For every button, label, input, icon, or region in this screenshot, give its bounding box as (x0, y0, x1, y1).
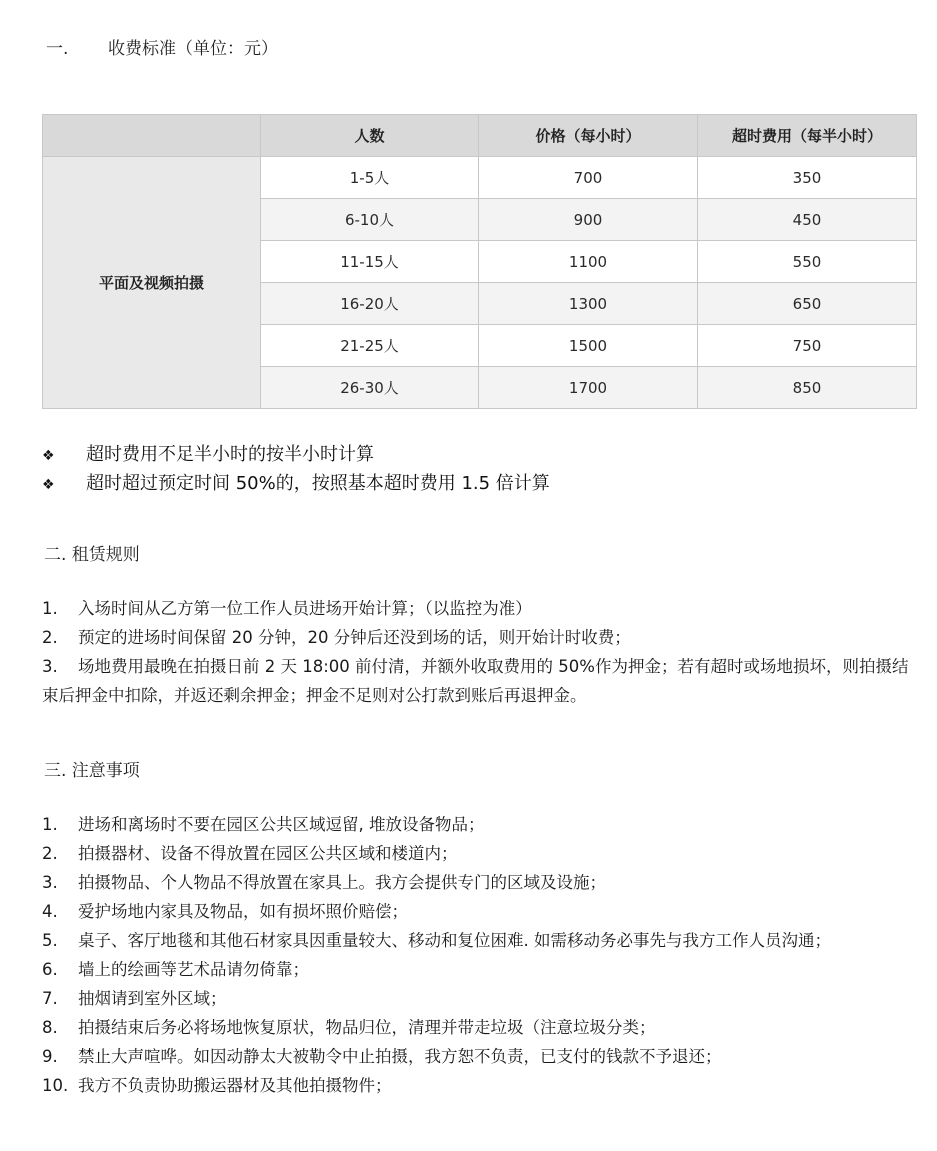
diamond-bullet-icon: ❖ (42, 448, 55, 464)
header-price: 价格（每小时） (479, 115, 698, 157)
item-number: 3. (42, 873, 58, 892)
list-item (42, 868, 922, 897)
price-cell: 700 (479, 157, 698, 199)
item-number: 8. (42, 1018, 58, 1037)
header-overtime: 超时费用（每半小时） (698, 115, 917, 157)
header-people: 人数 (261, 115, 479, 157)
list-item (42, 839, 922, 868)
item-text: 拍摄物品、个人物品不得放置在家具上。我方会提供专门的区域及设施； (78, 873, 606, 892)
item-text: 入场时间从乙方第一位工作人员进场开始计算；（以监控为准） (78, 599, 532, 618)
item-text: 预定的进场时间保留 20 分钟，20 分钟后还没到场的话，则开始计时收费； (78, 628, 631, 647)
list-item (42, 594, 922, 623)
category-cell: 平面及视频拍摄 (43, 157, 261, 409)
overtime-cell: 550 (698, 241, 917, 283)
overtime-cell: 350 (698, 157, 917, 199)
fee-section-title (46, 34, 278, 59)
item-text: 爱护场地内家具及物品，如有损坏照价赔偿； (78, 902, 408, 921)
price-cell: 1500 (479, 325, 698, 367)
item-number: 4. (42, 902, 58, 921)
item-number: 10. (42, 1076, 69, 1095)
item-number: 9. (42, 1047, 58, 1066)
notice-list (42, 810, 922, 1100)
people-cell: 21-25人 (261, 325, 479, 367)
fee-table (42, 114, 917, 409)
overtime-cell: 450 (698, 199, 917, 241)
fee-table-header-row (43, 115, 917, 157)
list-item (42, 984, 922, 1013)
item-number: 7. (42, 989, 58, 1008)
item-number: 6. (42, 960, 58, 979)
people-cell: 26-30人 (261, 367, 479, 409)
fee-section-heading: 收费标准（单位：元） (108, 39, 278, 59)
overtime-cell: 650 (698, 283, 917, 325)
list-item (42, 810, 922, 839)
item-text: 桌子、客厅地毯和其他石材家具因重量较大、移动和复位困难. 如需移动务必事先与我方工作人员沟通； (78, 931, 831, 950)
overtime-cell: 850 (698, 367, 917, 409)
people-cell: 6-10人 (261, 199, 479, 241)
item-number: 1. (42, 815, 58, 834)
overtime-cell: 750 (698, 325, 917, 367)
list-item (42, 469, 550, 498)
notice-section-title: 三. 注意事项 (44, 761, 140, 781)
item-text: 禁止大声喧哗。如因动静太大被勒令中止拍摄，我方恕不负责，已支付的钱款不予退还； (78, 1047, 722, 1066)
diamond-bullet-icon: ❖ (42, 477, 55, 493)
list-item (42, 926, 922, 955)
item-text: 抽烟请到室外区域； (78, 989, 227, 1008)
price-cell: 1100 (479, 241, 698, 283)
note-text: 超时费用不足半小时的按半小时计算 (86, 444, 374, 465)
header-category (43, 115, 261, 157)
list-item (42, 955, 922, 984)
list-item (42, 1071, 922, 1100)
fee-section-number: 一. (46, 39, 69, 59)
rules-section-title: 二. 租赁规则 (44, 545, 140, 565)
list-item (42, 1042, 922, 1071)
item-text: 进场和离场时不要在园区公共区域逗留, 堆放设备物品； (78, 815, 485, 834)
item-number: 3. (42, 657, 58, 676)
list-item (42, 652, 922, 710)
people-cell: 11-15人 (261, 241, 479, 283)
item-number: 2. (42, 844, 58, 863)
list-item (42, 440, 550, 469)
item-text: 墙上的绘画等艺术品请勿倚靠； (78, 960, 309, 979)
item-text: 拍摄器材、设备不得放置在园区公共区域和楼道内； (78, 844, 458, 863)
item-text: 我方不负责协助搬运器材及其他拍摄物件； (78, 1076, 392, 1095)
list-item (42, 1013, 922, 1042)
price-cell: 1700 (479, 367, 698, 409)
item-number: 5. (42, 931, 58, 950)
item-text: 拍摄结束后务必将场地恢复原状，物品归位，清理并带走垃圾（注意垃圾分类； (78, 1018, 656, 1037)
list-item (42, 897, 922, 926)
table-row (43, 157, 917, 199)
item-number: 2. (42, 628, 58, 647)
rules-list (42, 594, 922, 710)
list-item (42, 623, 922, 652)
price-cell: 900 (479, 199, 698, 241)
price-cell: 1300 (479, 283, 698, 325)
fee-notes (42, 440, 550, 498)
item-number: 1. (42, 599, 58, 618)
people-cell: 16-20人 (261, 283, 479, 325)
item-text: 场地费用最晚在拍摄日前 2 天 18:00 前付清，并额外收取费用的 50%作为押金；若有超时或场地损坏，则拍摄结束后押金中扣除，并返还剩余押金；押金不足则对公打款到账后再退押金。 (42, 657, 909, 705)
note-text: 超时超过预定时间 50%的，按照基本超时费用 1.5 倍计算 (86, 473, 550, 494)
people-cell: 1-5人 (261, 157, 479, 199)
